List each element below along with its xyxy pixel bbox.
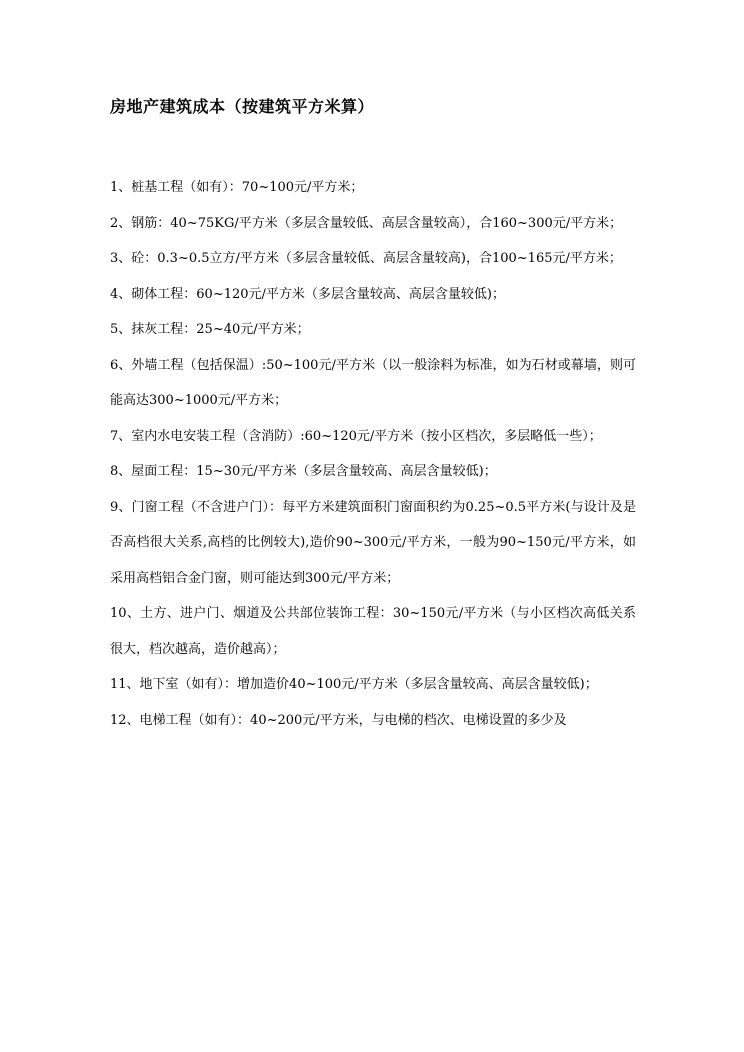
list-item-pile-foundation: 1、桩基工程（如有）：70~100元/平方米；	[110, 180, 364, 195]
cost-list	[110, 170, 636, 738]
list-item-doors-windows: 9、门窗工程（不含进户门）：每平方米建筑面积门窗面积约为0.25~0.5平方米(与设计及是否高档很大关系,高档的比例较大),造价90~300元/平方米，一般为90~150元/平方米，如采用高档铝合金门窗，则可能达到300元/平方米；	[110, 499, 636, 586]
list-item-masonry: 4、砌体工程：60~120元/平方米（多层含量较高、高层含量较低)；	[110, 286, 505, 302]
list-item-earthwork-public-decoration: 10、土方、进户门、烟道及公共部位装饰工程：30~150元/平方米（与小区档次高低关系很大，档次越高，造价越高）；	[110, 606, 636, 657]
list-item-exterior-wall: 6、外墙工程（包括保温）:50~100元/平方米（以一般涂料为标准，如为石材或幕墙，则可能高达300~1000元/平方米；	[110, 357, 636, 408]
list-item-basement: 11、地下室（如有）：增加造价40~100元/平方米（多层含量较高、高层含量较低)；	[110, 677, 598, 692]
list-item-roofing: 8、屋面工程：15~30元/平方米（多层含量较高、高层含量较低)；	[110, 464, 497, 479]
list-item-elevator: 12、电梯工程（如有）：40~200元/平方米，与电梯的档次、电梯设置的多少及	[110, 712, 567, 728]
list-item-indoor-installation: 7、室内水电安装工程（含消防）:60~120元/平方米（按小区档次，多层略低一些）；	[110, 428, 602, 444]
list-item-plastering: 5、抹灰工程：25~40元/平方米；	[110, 322, 310, 337]
list-item-concrete: 3、砼：0.3~0.5立方/平方米（多层含量较低、高层含量较高)，合100~165元/平方米；	[110, 251, 622, 266]
list-item-rebar: 2、钢筋：40~75KG/平方米（多层含量较低、高层含量较高），合160~300元/平方米；	[110, 215, 623, 231]
document-title: 房地产建筑成本（按建筑平方米算）	[110, 97, 375, 116]
